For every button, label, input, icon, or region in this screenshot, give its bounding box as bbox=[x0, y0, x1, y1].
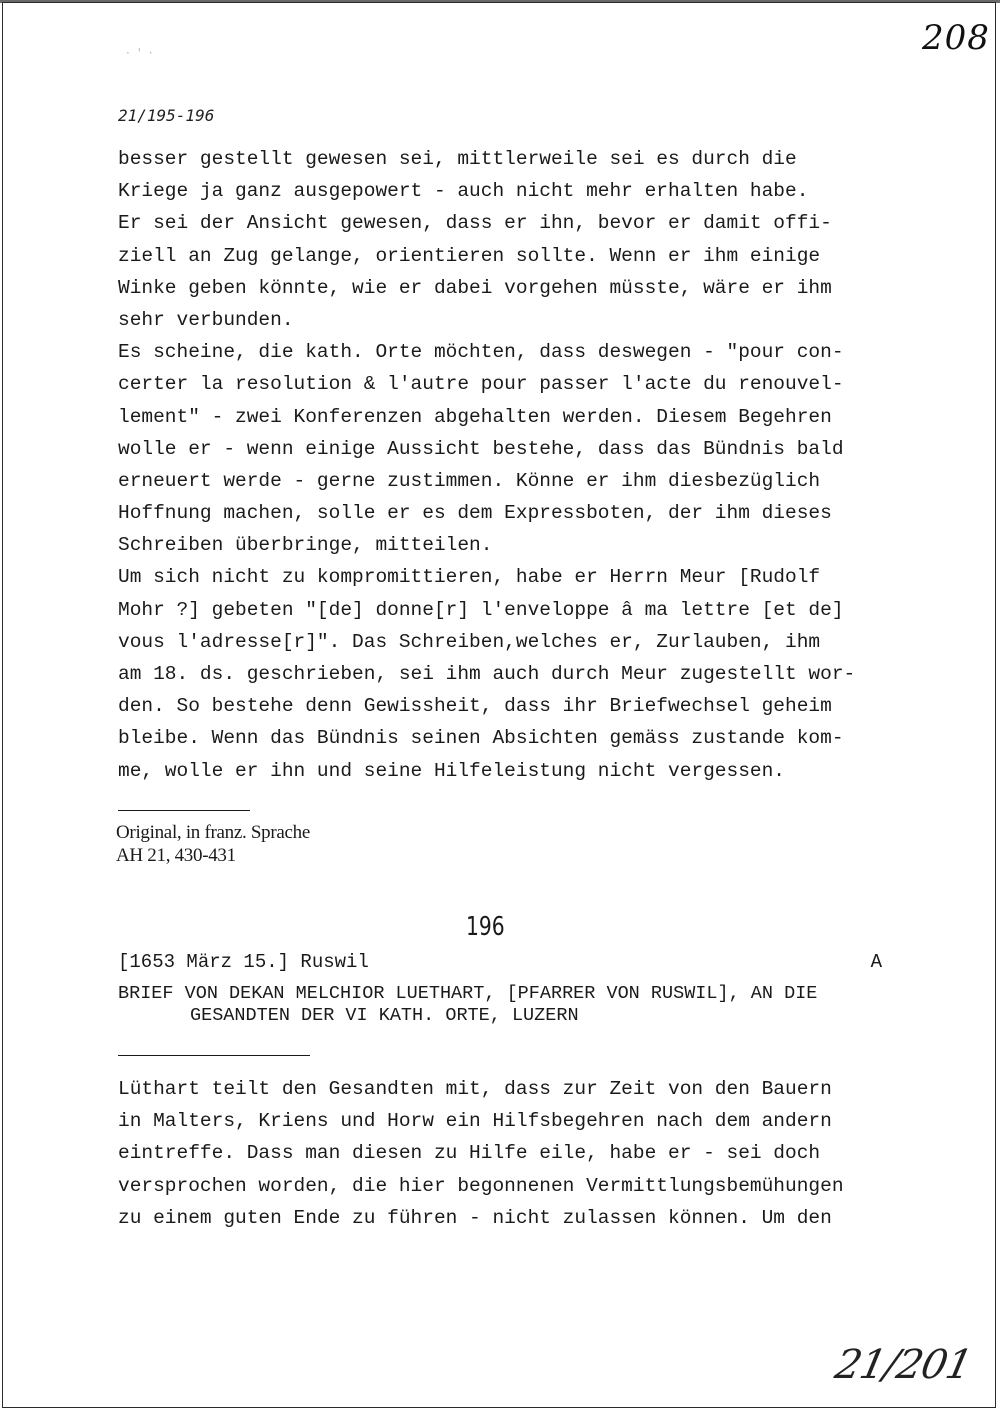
text-line: sehr verbunden. bbox=[118, 308, 294, 331]
text-line: bleibe. Wenn das Bündnis seinen Absichten gemäss zustande kom- bbox=[118, 727, 844, 750]
paragraph-continuation bbox=[118, 143, 918, 787]
text-line: me, wolle er ihn und seine Hilfeleistung nicht vergessen. bbox=[118, 759, 786, 782]
text-line: Winke geben könnte, wie er dabei vorgehen müsste, wäre er ihm bbox=[118, 276, 832, 299]
source-note bbox=[116, 821, 310, 867]
source-line: AH 21, 430-431 bbox=[116, 845, 236, 866]
faint-smudge: · ' · bbox=[126, 46, 155, 60]
divider bbox=[118, 810, 250, 811]
text-line: besser gestellt gewesen sei, mittlerweile sei es durch die bbox=[118, 148, 797, 170]
text-line: vous l'adresse[r]". Das Schreiben,welches er, Zurlauben, ihm bbox=[118, 630, 821, 653]
scan-edge bbox=[0, 0, 1000, 3]
text-line: erneuert werde - gerne zustimmen. Könne er ihm diesbezüglich bbox=[118, 469, 821, 492]
text-line: den. So bestehe denn Gewissheit, dass ihr Briefwechsel geheim bbox=[118, 695, 832, 718]
title-line: BRIEF VON DEKAN MELCHIOR LUETHART, [PFARRER VON RUSWIL], AN DIE bbox=[118, 983, 818, 1004]
text-line: Lüthart teilt den Gesandten mit, dass zur Zeit von den Bauern bbox=[118, 1078, 832, 1100]
text-line: versprochen worden, die hier begonnenen Vermittlungsbemühungen bbox=[118, 1174, 844, 1197]
text-line: Es scheine, die kath. Orte möchten, dass deswegen - "pour con- bbox=[118, 341, 844, 364]
text-line: Hoffnung machen, solle er es dem Expressboten, der ihm dieses bbox=[118, 502, 832, 525]
document-number: 196 bbox=[466, 912, 505, 942]
text-line: Schreiben überbringe, mitteilen. bbox=[118, 534, 493, 557]
document-title bbox=[118, 983, 817, 1027]
handwritten-page-number: 208 bbox=[922, 18, 990, 58]
text-line: wolle er - wenn einige Aussicht bestehe, dass das Bündnis bald bbox=[118, 437, 844, 460]
text-line: Kriege ja ganz ausgepowert - auch nicht mehr erhalten habe. bbox=[118, 180, 809, 203]
text-line: ziell an Zug gelange, orientieren sollte. Wenn er ihm einige bbox=[118, 244, 821, 267]
reference-number: 21/195-196 bbox=[118, 106, 215, 125]
text-line: am 18. ds. geschrieben, sei ihm auch durch Meur zugestellt wor- bbox=[118, 663, 856, 685]
source-line: Original, in franz. Sprache bbox=[116, 822, 310, 843]
paragraph-summary bbox=[118, 1073, 918, 1234]
text-line: lement" - zwei Konferenzen abgehalten werden. Diesem Begehren bbox=[118, 405, 832, 428]
date-place: [1653 März 15.] Ruswil bbox=[118, 951, 369, 973]
document-marker: A bbox=[870, 951, 882, 973]
divider bbox=[118, 1055, 310, 1056]
text-line: zu einem guten Ende zu führen - nicht zulassen können. Um den bbox=[118, 1206, 832, 1229]
text-line: certer la resolution & l'autre pour passer l'acte du renouvel- bbox=[118, 373, 844, 396]
title-line: GESANDTEN DER VI KATH. ORTE, LUZERN bbox=[190, 1005, 579, 1026]
handwritten-archive-mark: 21/201 bbox=[831, 1342, 976, 1388]
text-line: in Malters, Kriens und Horw ein Hilfsbegehren nach dem andern bbox=[118, 1110, 832, 1133]
text-line: Er sei der Ansicht gewesen, dass er ihn, bevor er damit offi- bbox=[118, 212, 832, 235]
text-line: Um sich nicht zu kompromittieren, habe er Herrn Meur [Rudolf bbox=[118, 566, 821, 589]
text-line: eintreffe. Dass man diesen zu Hilfe eile, habe er - sei doch bbox=[118, 1142, 821, 1165]
text-line: Mohr ?] gebeten "[de] donne[r] l'enveloppe â ma lettre [et de] bbox=[118, 598, 844, 621]
